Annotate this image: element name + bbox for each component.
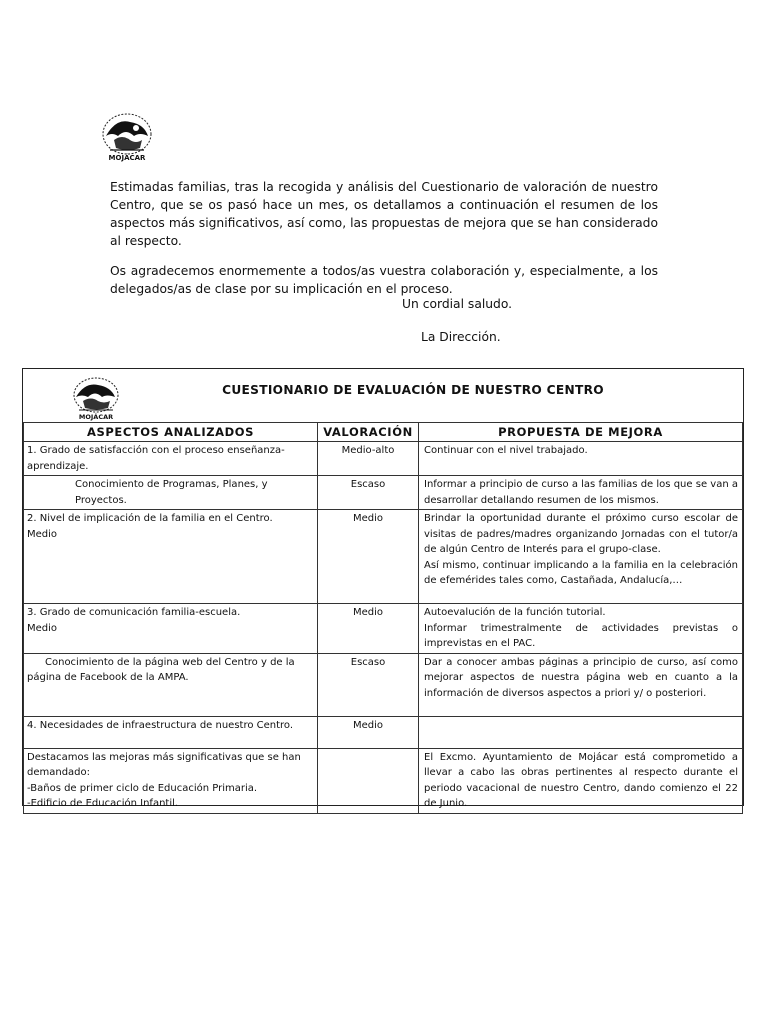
cell-aspecto-line-3: -Edificio de Educación Infantil. bbox=[27, 798, 179, 809]
cell-propuesta-text: Autoevalución de la función tutorial. bbox=[424, 607, 606, 618]
cell-aspecto-text: Destacamos las mejoras más significativas que se han demandado: bbox=[27, 751, 301, 778]
cell-valoracion: Escaso bbox=[318, 653, 419, 716]
cell-valoracion: Medio-alto bbox=[318, 442, 419, 476]
header-propuesta: PROPUESTA DE MEJORA bbox=[419, 423, 743, 442]
header-aspectos: ASPECTOS ANALIZADOS bbox=[24, 423, 318, 442]
school-logo-icon bbox=[96, 106, 158, 168]
cell-aspecto bbox=[24, 476, 318, 510]
cell-propuesta: Continuar con el nivel trabajado. bbox=[419, 442, 743, 476]
cell-valoracion: Escaso bbox=[318, 476, 419, 510]
cell-aspecto-line-2: -Baños de primer ciclo de Educación Primaria. bbox=[27, 782, 258, 794]
cell-propuesta-sub: Así mismo, continuar implicando a la familia en la celebración de efemérides tales como, Castañada, Andalucía,… bbox=[424, 559, 738, 586]
letter-paragraph-1: Estimadas familias, tras la recogida y análisis del Cuestionario de valoración de nuestro Centro, que se os pasó hace un mes, os detallamos a continuación el resumen de los aspectos más significativos, así como, las propuestas de mejora que se han considerado al respecto. bbox=[110, 180, 658, 248]
cell-aspecto bbox=[24, 748, 318, 813]
letter-closing: Un cordial saludo. bbox=[402, 297, 513, 311]
table-row bbox=[24, 716, 743, 748]
cell-valoracion: Medio bbox=[318, 510, 419, 604]
cell-aspecto: 4. Necesidades de infraestructura de nuestro Centro. bbox=[24, 716, 318, 748]
cell-aspecto-sub: Medio bbox=[27, 528, 58, 540]
cell-aspecto bbox=[24, 653, 318, 716]
cell-propuesta-sub: Informar trimestralmente de actividades previstas o imprevistas en el PAC. bbox=[424, 622, 738, 649]
letter-signature: La Dirección. bbox=[421, 330, 501, 344]
cell-propuesta bbox=[419, 510, 743, 604]
cell-aspecto bbox=[24, 604, 318, 654]
table-row bbox=[24, 476, 743, 510]
cell-propuesta bbox=[419, 604, 743, 654]
cell-aspecto: 1. Grado de satisfacción con el proceso enseñanza-aprendizaje. bbox=[24, 442, 318, 476]
cell-valoracion bbox=[318, 748, 419, 813]
evaluation-table bbox=[23, 422, 743, 814]
table-header-row bbox=[24, 423, 743, 442]
letter-paragraph-2: Os agradecemos enormemente a todos/as vuestra colaboración y, especialmente, a los delegados/as de clase por su implicación en el proceso. bbox=[110, 264, 658, 296]
cell-valoracion: Medio bbox=[318, 604, 419, 654]
cell-aspecto-text: 2. Nivel de implicación de la familia en el Centro. bbox=[27, 513, 273, 524]
cell-propuesta: Informar a principio de curso a las familias de los que se van a desarrollar detallando resumen de los mismos. bbox=[419, 476, 743, 510]
cell-aspecto-text: 3. Grado de comunicación familia-escuela. bbox=[27, 607, 241, 618]
letter-body bbox=[110, 178, 658, 310]
svg-text:MOJÁCAR: MOJÁCAR bbox=[108, 154, 146, 162]
cell-propuesta: Dar a conocer ambas páginas a principio de curso, así como mejorar aspectos de nuestra página web en cuanto a la información de diversos aspectos a priori y/ o posteriori. bbox=[419, 653, 743, 716]
table-row bbox=[24, 442, 743, 476]
header-valoracion: VALORACIÓN bbox=[318, 423, 419, 442]
cell-propuesta-text: Brindar la oportunidad durante el próximo curso escolar de visitas de padres/madres organizando Jornadas con el tutor/a de algún Centro de Interés para el grupo-clase. bbox=[424, 513, 738, 555]
table-row bbox=[24, 510, 743, 604]
school-logo-icon-small bbox=[67, 373, 125, 423]
cell-aspecto-text: Conocimiento de Programas, Planes, y Proyectos. bbox=[75, 479, 268, 506]
svg-text:MOJÁCAR: MOJÁCAR bbox=[78, 413, 114, 421]
table-title: CUESTIONARIO DE EVALUACIÓN DE NUESTRO CENTRO bbox=[222, 383, 604, 397]
table-row bbox=[24, 653, 743, 716]
cell-propuesta: El Excmo. Ayuntamiento de Mojácar está comprometido a llevar a cabo las obras pertinentes al respecto durante el periodo vacacional de nuestro Centro, dando comienzo el 22 de Junio. bbox=[419, 748, 743, 813]
table-row bbox=[24, 748, 743, 813]
table-row bbox=[24, 604, 743, 654]
cell-propuesta bbox=[419, 716, 743, 748]
cell-valoracion: Medio bbox=[318, 716, 419, 748]
cell-aspecto-text: Conocimiento de la página web del Centro y de la página de Facebook de la AMPA. bbox=[27, 656, 295, 683]
evaluation-box bbox=[22, 368, 744, 809]
cell-aspecto-sub: Medio bbox=[27, 622, 58, 634]
cell-aspecto bbox=[24, 510, 318, 604]
